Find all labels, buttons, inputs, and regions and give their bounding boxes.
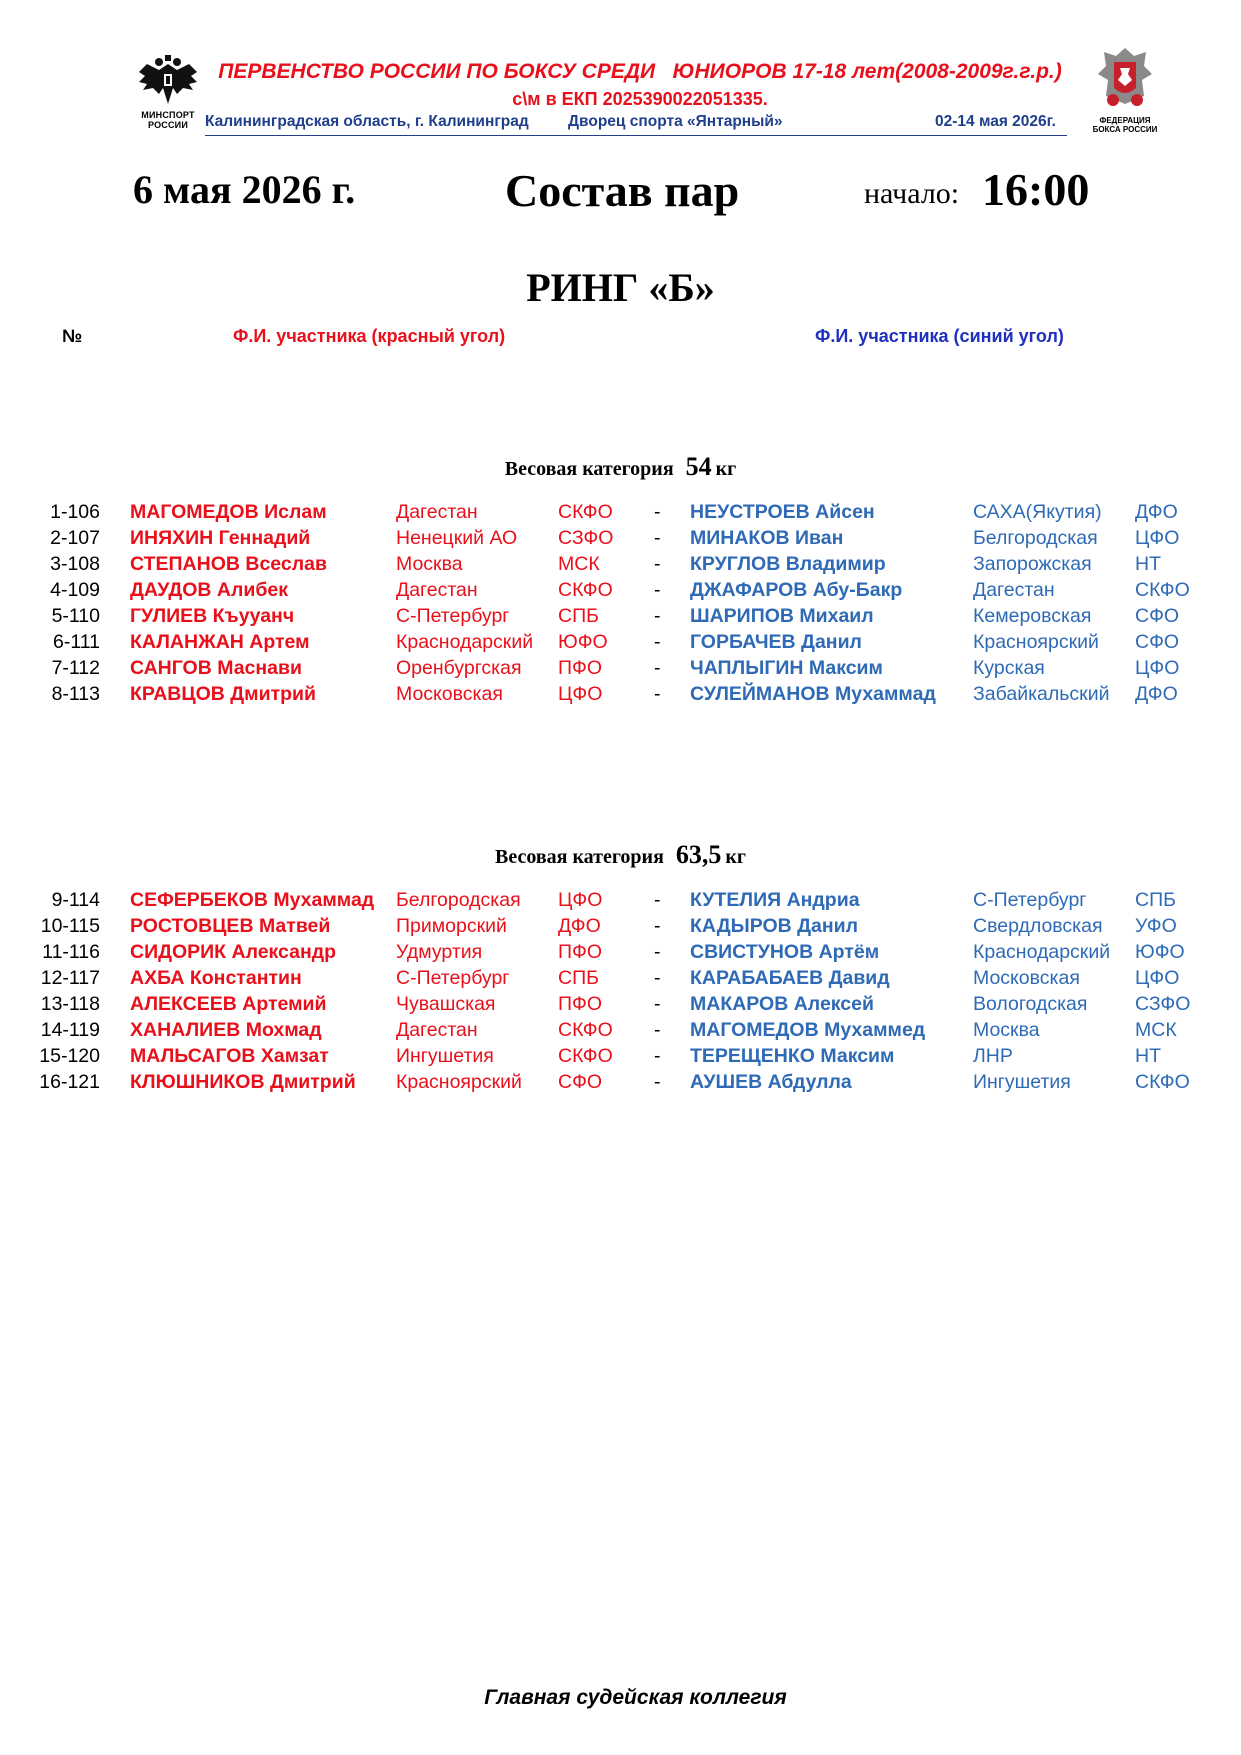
red-corner-name: ИНЯХИН Геннадий (130, 527, 311, 549)
bout-number: 15-120 (39, 1045, 100, 1067)
red-corner-name: МАЛЬСАГОВ Хамзат (130, 1045, 329, 1067)
bout-number: 13-118 (40, 993, 100, 1015)
vs-dash: - (654, 579, 661, 601)
blue-corner-region: Москва (973, 1019, 1040, 1041)
bout-number: 8-113 (51, 683, 100, 705)
minsport-caption-1: МИНСПОРТ (141, 110, 195, 120)
blue-corner-name: НЕУСТРОЕВ Айсен (690, 501, 875, 523)
bout-number: 2-107 (50, 527, 100, 549)
bout-row (0, 1045, 1241, 1071)
red-corner-region: Ингушетия (396, 1045, 494, 1067)
bout-number: 14-119 (40, 1019, 100, 1041)
event-venue: Дворец спорта «Янтарный» (568, 113, 783, 130)
vs-dash: - (654, 527, 661, 549)
weight-class-value: 63,5 (675, 840, 722, 869)
blue-corner-district: СКФО (1135, 579, 1190, 601)
red-corner-region: Дагестан (396, 501, 478, 523)
blue-corner-region: Краснодарский (973, 941, 1111, 963)
red-corner-region: Красноярский (396, 1071, 522, 1093)
red-corner-name: СЕФЕРБЕКОВ Мухаммад (130, 889, 375, 911)
weight-class-unit: кг (725, 846, 747, 868)
blue-corner-name: АУШЕВ Абдулла (690, 1071, 852, 1093)
bout-number: 9-114 (51, 889, 100, 911)
bout-number: 5-110 (51, 605, 100, 627)
bout-number: 3-108 (50, 553, 100, 575)
federation-caption-1: ФЕДЕРАЦИЯ (1099, 116, 1151, 125)
weight-class-label: Весовая категория (494, 846, 664, 868)
blue-corner-name: КАДЫРОВ Данил (690, 915, 858, 937)
blue-corner-name: ЧАПЛЫГИН Максим (690, 657, 883, 679)
red-corner-district: СФО (558, 1071, 603, 1093)
blue-corner-region: Курская (973, 657, 1045, 679)
red-corner-district: ЦФО (558, 889, 603, 911)
blue-corner-name: СВИСТУНОВ Артём (690, 941, 880, 963)
red-corner-name: МАГОМЕДОВ Ислам (130, 501, 327, 523)
blue-corner-district: ЦФО (1135, 967, 1180, 989)
double-headed-eagle-icon (137, 52, 199, 110)
bout-row (0, 1019, 1241, 1045)
blue-corner-name: ШАРИПОВ Михаил (690, 605, 874, 627)
boxing-federation-logo (1087, 44, 1163, 142)
red-corner-name: АЛЕКСЕЕВ Артемий (130, 993, 327, 1015)
ring-heading: РИНГ «Б» (526, 265, 715, 310)
vs-dash: - (654, 605, 661, 627)
bout-row (0, 993, 1241, 1019)
blue-corner-district: СКФО (1135, 1071, 1190, 1093)
start-time: 16:00 (982, 164, 1090, 215)
bout-row (0, 553, 1241, 579)
blue-corner-region: Московская (973, 967, 1080, 989)
blue-corner-district: МСК (1135, 1019, 1177, 1041)
vs-dash: - (654, 1045, 661, 1067)
blue-corner-district: ЦФО (1135, 657, 1180, 679)
red-corner-district: ПФО (558, 941, 603, 963)
red-corner-name: КРАВЦОВ Дмитрий (130, 683, 317, 705)
bout-number: 1-106 (50, 501, 100, 523)
red-corner-district: СКФО (558, 1045, 613, 1067)
red-corner-name: СТЕПАНОВ Всеслав (130, 553, 327, 575)
column-header-blue-corner: Ф.И. участника (синий угол) (815, 326, 1064, 346)
vs-dash: - (654, 941, 661, 963)
blue-corner-name: СУЛЕЙМАНОВ Мухаммад (690, 683, 936, 705)
blue-corner-region: Красноярский (973, 631, 1099, 653)
vs-dash: - (654, 1071, 661, 1093)
start-label: начало: (864, 177, 960, 210)
red-corner-district: СКФО (558, 579, 613, 601)
bout-number: 10-115 (40, 915, 100, 937)
blue-corner-region: Запорожская (973, 553, 1092, 575)
blue-corner-district: НТ (1135, 1045, 1161, 1067)
blue-corner-district: СЗФО (1135, 993, 1191, 1015)
red-corner-region: Белгородская (396, 889, 521, 911)
minsport-caption-2: РОССИИ (147, 120, 189, 130)
vs-dash: - (654, 631, 661, 653)
red-corner-district: СПБ (558, 967, 599, 989)
red-corner-district: ЮФО (558, 631, 608, 653)
red-corner-region: С-Петербург (396, 967, 510, 989)
vs-dash: - (654, 1019, 661, 1041)
bout-number: 11-116 (42, 941, 100, 963)
red-corner-region: Дагестан (396, 1019, 478, 1041)
vs-dash: - (654, 683, 661, 705)
header-info-line (205, 113, 1067, 136)
vs-dash: - (654, 657, 661, 679)
red-corner-region: Удмуртия (396, 941, 483, 963)
bout-row (0, 657, 1241, 683)
red-corner-district: СЗФО (558, 527, 614, 549)
red-corner-region: Московская (396, 683, 503, 705)
red-corner-region: Оренбургская (396, 657, 522, 679)
blue-corner-name: КРУГЛОВ Владимир (690, 553, 886, 575)
blue-corner-name: ГОРБАЧЕВ Данил (690, 631, 862, 653)
vs-dash: - (654, 993, 661, 1015)
red-corner-district: МСК (558, 553, 600, 575)
red-corner-name: ХАНАЛИЕВ Мохмад (130, 1019, 322, 1041)
blue-corner-region: С-Петербург (973, 889, 1087, 911)
vs-dash: - (654, 889, 661, 911)
red-corner-region: Краснодарский (396, 631, 534, 653)
blue-corner-region: Кемеровская (973, 605, 1092, 627)
page-title: Состав пар (505, 165, 740, 216)
federation-caption-2: БОКСА РОССИИ (1092, 125, 1158, 134)
red-corner-name: АХБА Константин (130, 967, 302, 989)
bout-number: 4-109 (50, 579, 100, 601)
bout-row (0, 889, 1241, 915)
vs-dash: - (654, 915, 661, 937)
column-header-number: № (62, 326, 83, 346)
blue-corner-name: МАКАРОВ Алексей (690, 993, 874, 1015)
bout-number: 6-111 (53, 631, 100, 653)
blue-corner-district: ДФО (1135, 683, 1178, 705)
red-corner-region: Приморский (396, 915, 507, 937)
bout-number: 16-121 (39, 1071, 100, 1093)
weight-class-value: 54 (685, 452, 712, 481)
bout-row (0, 501, 1241, 527)
minsport-logo (132, 52, 204, 142)
blue-corner-district: УФО (1135, 915, 1177, 937)
bout-row (0, 605, 1241, 631)
blue-corner-region: ЛНР (973, 1045, 1013, 1067)
boxing-federation-emblem-icon (1094, 44, 1156, 116)
blue-corner-region: Свердловская (973, 915, 1103, 937)
blue-corner-district: НТ (1135, 553, 1161, 575)
red-corner-district: ЦФО (558, 683, 603, 705)
weight-class-label: Весовая категория (504, 458, 674, 480)
red-corner-name: САНГОВ Маснави (130, 657, 302, 679)
bout-date: 6 мая 2026 г. (133, 167, 356, 212)
blue-corner-district: СФО (1135, 631, 1180, 653)
blue-corner-name: КАРАБАБАЕВ Давид (690, 967, 890, 989)
red-corner-name: ГУЛИЕВ Къууанч (130, 605, 295, 627)
blue-corner-region: Ингушетия (973, 1071, 1071, 1093)
red-corner-district: ПФО (558, 657, 603, 679)
event-location: Калининградская область, г. Калининград (205, 113, 529, 130)
red-corner-region: Чувашская (396, 993, 496, 1015)
red-corner-region: Ненецкий АО (396, 527, 518, 549)
red-corner-region: С-Петербург (396, 605, 510, 627)
weight-class-heading (0, 452, 1241, 482)
blue-corner-region: Дагестан (973, 579, 1055, 601)
red-corner-region: Дагестан (396, 579, 478, 601)
red-corner-name: СИДОРИК Александр (130, 941, 337, 963)
red-corner-district: СПБ (558, 605, 599, 627)
bout-row (0, 631, 1241, 657)
red-corner-district: ДФО (558, 915, 601, 937)
blue-corner-name: КУТЕЛИЯ Андриа (690, 889, 860, 911)
blue-corner-region: Вологодская (973, 993, 1088, 1015)
red-corner-name: КАЛАНЖАН Артем (130, 631, 310, 653)
bout-row (0, 683, 1241, 709)
vs-dash: - (654, 501, 661, 523)
blue-corner-region: Белгородская (973, 527, 1098, 549)
bout-row (0, 579, 1241, 605)
blue-corner-region: Забайкальский (973, 683, 1110, 705)
bout-row (0, 915, 1241, 941)
blue-corner-district: СФО (1135, 605, 1180, 627)
bout-row (0, 527, 1241, 553)
bout-row (0, 1071, 1241, 1097)
weight-class-unit: кг (715, 458, 737, 480)
blue-corner-district: СПБ (1135, 889, 1176, 911)
blue-corner-name: ДЖАФАРОВ Абу-Бакр (690, 579, 903, 601)
red-corner-name: КЛЮШНИКОВ Дмитрий (130, 1071, 356, 1093)
bout-row (0, 941, 1241, 967)
red-corner-district: СКФО (558, 1019, 613, 1041)
chief-judges-signature-line: Главная судейская коллегия (484, 1686, 787, 1709)
blue-corner-name: ТЕРЕЩЕНКО Максим (690, 1045, 895, 1067)
bout-number: 12-117 (40, 967, 100, 989)
weight-class-heading (0, 840, 1241, 870)
blue-corner-district: ЦФО (1135, 527, 1180, 549)
blue-corner-region: САХА(Якутия) (973, 501, 1102, 523)
championship-title: ПЕРВЕНСТВО РОССИИ ПО БОКСУ СРЕДИ ЮНИОРОВ 17-18 лет(2008-2009г.г.р.) (218, 60, 1062, 83)
red-corner-district: ПФО (558, 993, 603, 1015)
blue-corner-district: ЮФО (1135, 941, 1185, 963)
championship-subtitle: с\м в ЕКП 2025390022051335. (512, 89, 768, 109)
blue-corner-district: ДФО (1135, 501, 1178, 523)
red-corner-name: ДАУДОВ Алибек (130, 579, 289, 601)
vs-dash: - (654, 967, 661, 989)
column-header-red-corner: Ф.И. участника (красный угол) (233, 326, 506, 346)
red-corner-district: СКФО (558, 501, 613, 523)
red-corner-region: Москва (396, 553, 463, 575)
blue-corner-name: МАГОМЕДОВ Мухаммед (690, 1019, 926, 1041)
red-corner-name: РОСТОВЦЕВ Матвей (130, 915, 331, 937)
bout-number: 7-112 (51, 657, 100, 679)
vs-dash: - (654, 553, 661, 575)
blue-corner-name: МИНАКОВ Иван (690, 527, 844, 549)
bout-row (0, 967, 1241, 993)
event-dates: 02-14 мая 2026г. (935, 113, 1056, 130)
